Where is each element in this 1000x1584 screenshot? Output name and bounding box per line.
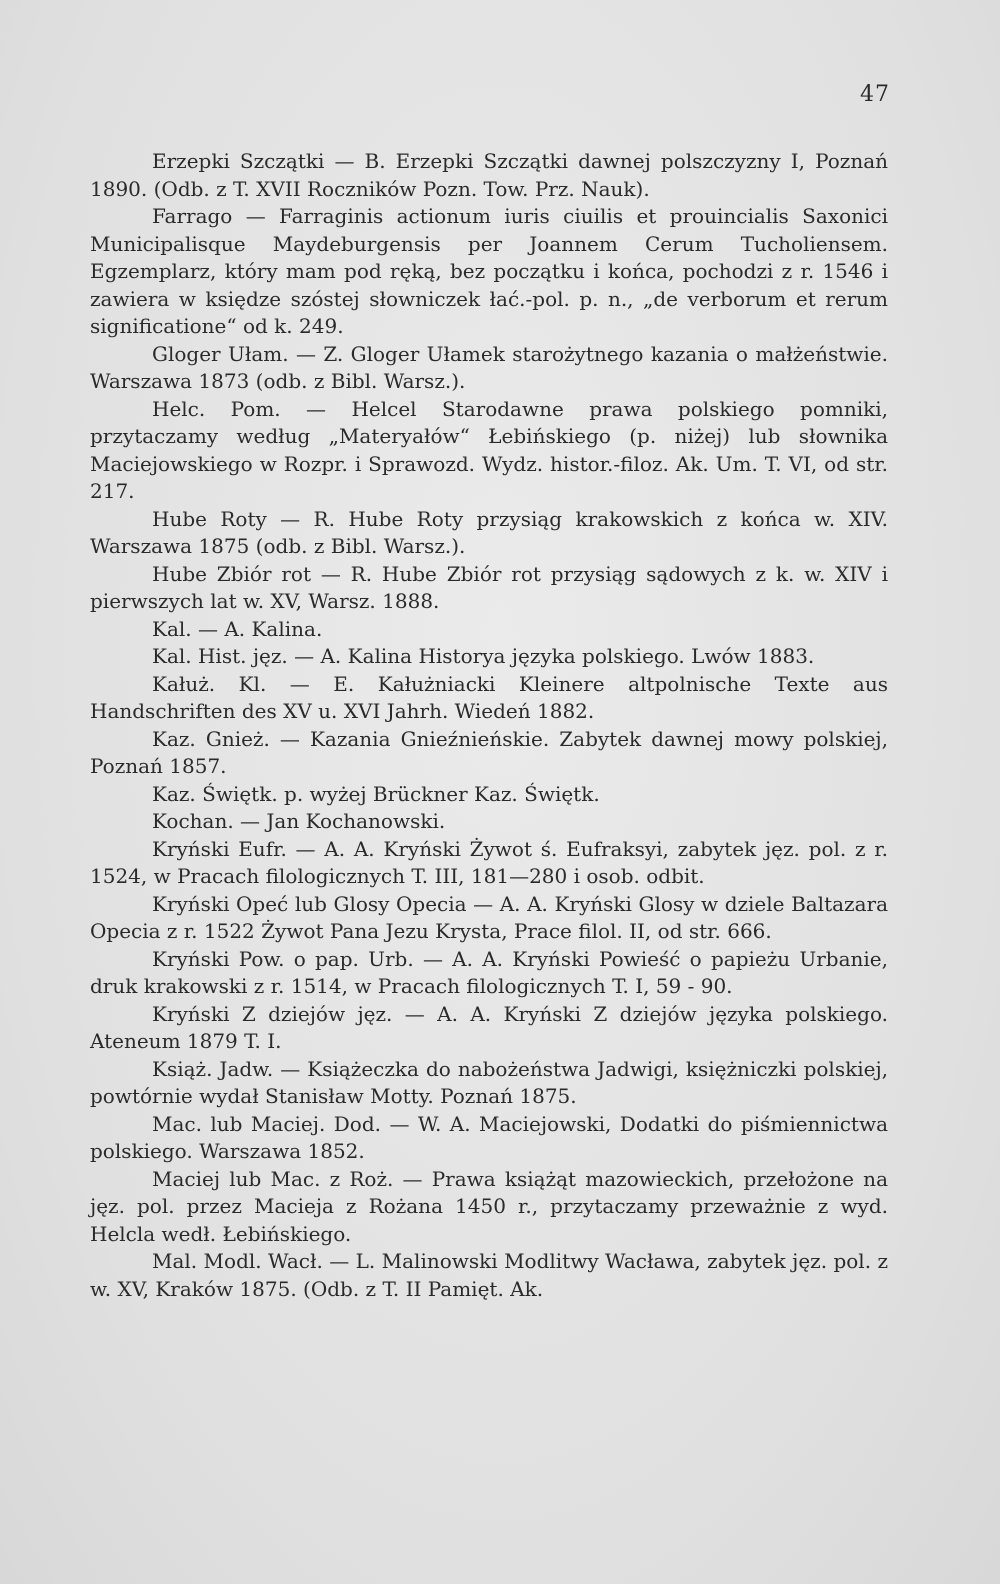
bibliography-entry: Mac. lub Maciej. Dod. — W. A. Maciejowski, Dodatki do piśmiennictwa polskiego. Warszawa 1852. [90, 1111, 888, 1163]
page-number: 47 [860, 82, 890, 107]
bibliography-entry: Książ. Jadw. — Książeczka do nabożeństwa Jadwigi, księżniczki polskiej, powtórnie wydał Stanisław Motty. Poznań 1875. [90, 1056, 888, 1108]
bibliography-entry: Hube Zbiór rot — R. Hube Zbiór rot przysiąg sądowych z k. w. XIV i pierwszych lat w. XV, Warsz. 1888. [90, 561, 888, 613]
bibliography-entry: Mal. Modl. Wacł. — L. Malinowski Modlitwy Wacława, zabytek jęz. pol. z w. XV, Kraków 1875. (Odb. z T. II Pamięt. Ak. [90, 1249, 888, 1301]
bibliography-entry: Kryński Opeć lub Glosy Opecia — A. A. Kryński Glosy w dziele Baltazara Opecia z r. 1522 Żywot Pana Jezu Krysta, Prace filol. II, od str. 666. [90, 891, 888, 943]
bibliography-entry: Kryński Pow. o pap. Urb. — A. A. Kryński Powieść o papieżu Urbanie, druk krakowski z r. 1514, w Pracach filologicznych T. I, 59 - 90. [90, 946, 888, 998]
bibliography-entry: Kochan. — Jan Kochanowski. [152, 809, 446, 833]
bibliography-entry: Kal. — A. Kalina. [152, 616, 323, 641]
bibliography-entry: Kal. Hist. jęz. — A. Kalina Historya języka polskiego. Lwów 1883. [152, 644, 815, 668]
bibliography-entry: Hube Roty — R. Hube Roty przysiąg krakowskich z końca w. XIV. Warszawa 1875 (odb. z Bibl. Warsz.). [90, 506, 888, 558]
bibliography-entry: Helc. Pom. — Helcel Starodawne prawa polskiego pomniki, przytaczamy według „Materyałów“ Łebińskiego (p. niżej) lub słownika Maciejowskiego w Rozpr. i Sprawozd. Wydz. histor.-filoz. Ak. Um. T. VI, od str. 217. [90, 396, 888, 503]
bibliography-entry: Kaz. Świętk. p. wyżej Brückner Kaz. Świętk. [152, 781, 600, 806]
bibliography-entry: Kaz. Gnież. — Kazania Gnieźnieńskie. Zabytek dawnej mowy polskiej, Poznań 1857. [90, 726, 888, 778]
bibliography-entry: Kryński Eufr. — A. A. Kryński Żywot ś. Eufraksyi, zabytek jęz. pol. z r. 1524, w Pracach filologicznych T. III, 181—280 i osob. odbit. [90, 836, 888, 888]
bibliography-entry: Maciej lub Mac. z Roż. — Prawa książąt mazowieckich, przełożone na jęz. pol. przez Macieja z Rożana 1450 r., przytaczamy przeważnie z wyd. Helcla wedł. Łebińskiego. [90, 1166, 888, 1246]
bibliography-entry: Farrago — Farraginis actionum iuris ciuilis et prouincialis Saxonici Municipalisque Maydeburgensis per Joannem Cerum Tucholiensem. Egzemplarz, który mam pod ręką, bez początku i końca, pochodzi z r. 1546 i zawiera w księdze szóstej słowniczek łać.-pol. p. n., „de verborum et rerum significatione“ od k. 249. [90, 204, 888, 338]
bibliography-list [90, 148, 888, 1303]
bibliography-entry: Kałuż. Kl. — E. Kałużniacki Kleinere altpolnische Texte aus Handschriften des XV u. XVI Jahrh. Wiedeń 1882. [90, 671, 888, 723]
bibliography-entry: Gloger Ułam. — Z. Gloger Ułamek starożytnego kazania o małżeństwie. Warszawa 1873 (odb. z Bibl. Warsz.). [90, 341, 888, 393]
bibliography-entry: Erzepki Szczątki — B. Erzepki Szczątki dawnej polszczyzny I, Poznań 1890. (Odb. z T. XVII Roczników Pozn. Tow. Prz. Nauk). [90, 149, 888, 201]
bibliography-entry: Kryński Z dziejów jęz. — A. A. Kryński Z dziejów języka polskiego. Ateneum 1879 T. I. [90, 1001, 888, 1053]
